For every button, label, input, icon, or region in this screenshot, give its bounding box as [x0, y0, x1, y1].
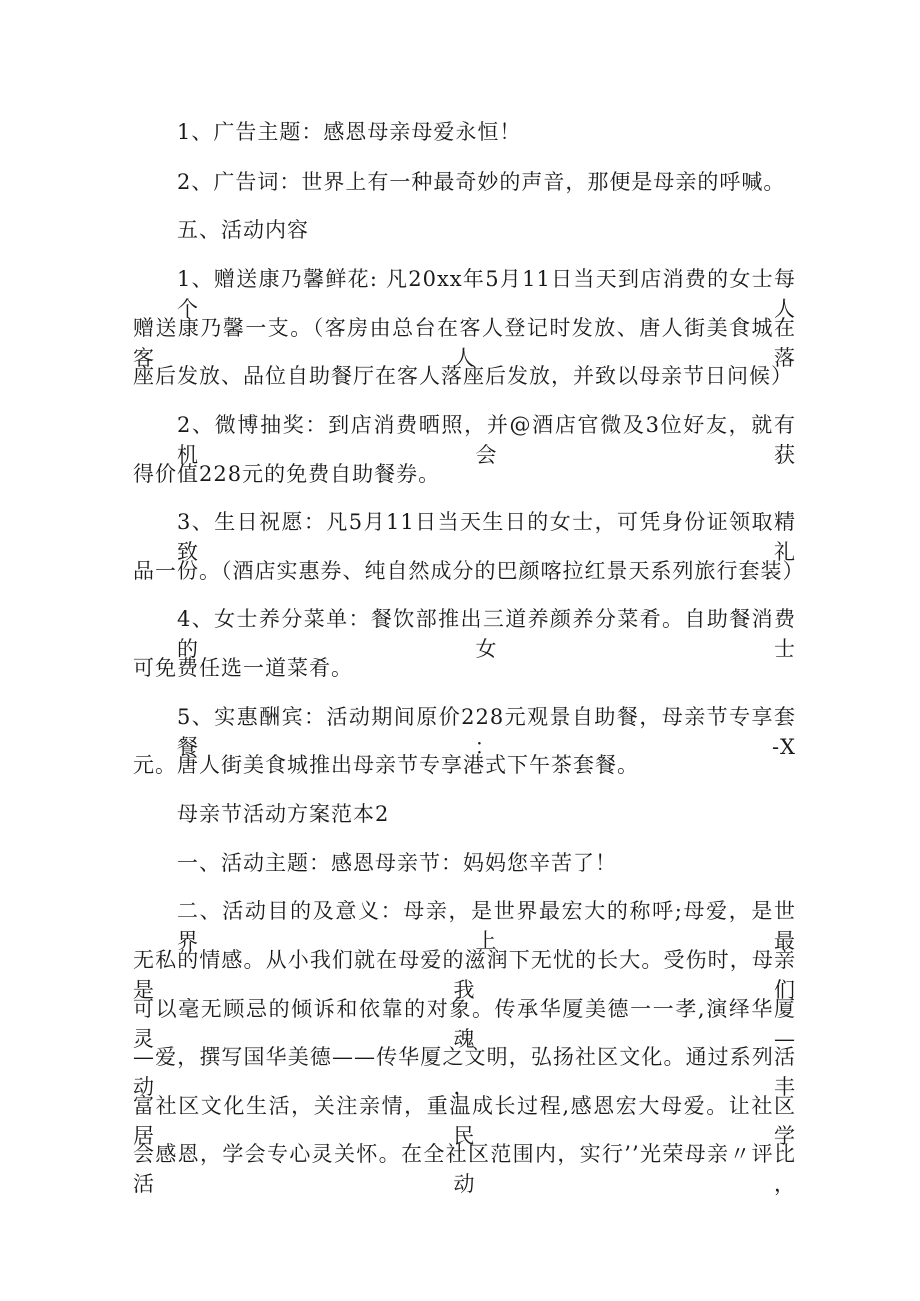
text-line: 1、广告主题：感恩母亲母爱永恒！: [177, 120, 522, 144]
text-line: 3、生日祝愿：凡5月11日当天生日的女士，可凭身份证领取精致礼: [177, 510, 796, 564]
text-line: 母亲节活动方案范本2: [177, 802, 390, 826]
text-line: 品一份。（酒店实惠券、纯自然成分的巴颜喀拉红景天系列旅行套装）: [133, 559, 805, 583]
text-line: 2、微博抽奖：到店消费晒照，并@酒店官微及3位好友，就有机会获: [177, 413, 796, 467]
text-line: 无私的情感。从小我们就在母爱的滋润下无忧的长大。受伤时，母亲是我们: [133, 948, 796, 1002]
text-line: 1、赠送康乃馨鲜花: 凡20xx年5月11日当天到店消费的女士每个人: [177, 267, 796, 321]
text-line: 2、广告词：世界上有一种最奇妙的声音，那便是母亲的呼喊。: [177, 170, 786, 194]
text-line: 5、实惠酬宾：活动期间原价228元观景自助餐，母亲节专享套餐：-X: [177, 705, 796, 759]
text-line: 得价值228元的免费自助餐券。: [133, 462, 441, 486]
text-line: 赠送康乃馨一支。（客房由总台在客人登记时发放、唐人街美食城在客人落: [133, 316, 796, 370]
text-line: 一、活动主题：感恩母亲节：妈妈您辛苦了！: [177, 851, 617, 875]
text-line: 富社区文化生活，关注亲情，重温成长过程,感恩宏大母爱。让社区居民学: [133, 1094, 796, 1148]
text-line: 会感恩，学会专心灵关怀。在全社区范围内，实行’’光荣母亲〃评比活动，: [133, 1142, 796, 1196]
text-line: 可免费任选一道菜肴。: [133, 656, 353, 680]
text-line: 五、活动内容: [177, 218, 309, 242]
text-line: 座后发放、品位自助餐厅在客人落座后发放，并致以母亲节日问候）: [133, 364, 793, 388]
text-line: 4、女士养分菜单：餐饮部推出三道养颜养分菜肴。自助餐消费的女士: [177, 607, 796, 661]
text-line: 元。唐人街美食城推出母亲节专享港式下午茶套餐。: [133, 753, 639, 777]
text-line: 可以毫无顾忌的倾诉和依靠的对象。传承华厦美德一一孝,演绎华厦灵魂—: [133, 997, 796, 1051]
text-line: —爱，撰写国华美德——传华厦之文明，弘扬社区文化。通过系列活动，丰: [133, 1045, 796, 1099]
text-line: 二、活动目的及意义：母亲，是世界最宏大的称呼;母爱，是世界上最: [177, 899, 796, 953]
